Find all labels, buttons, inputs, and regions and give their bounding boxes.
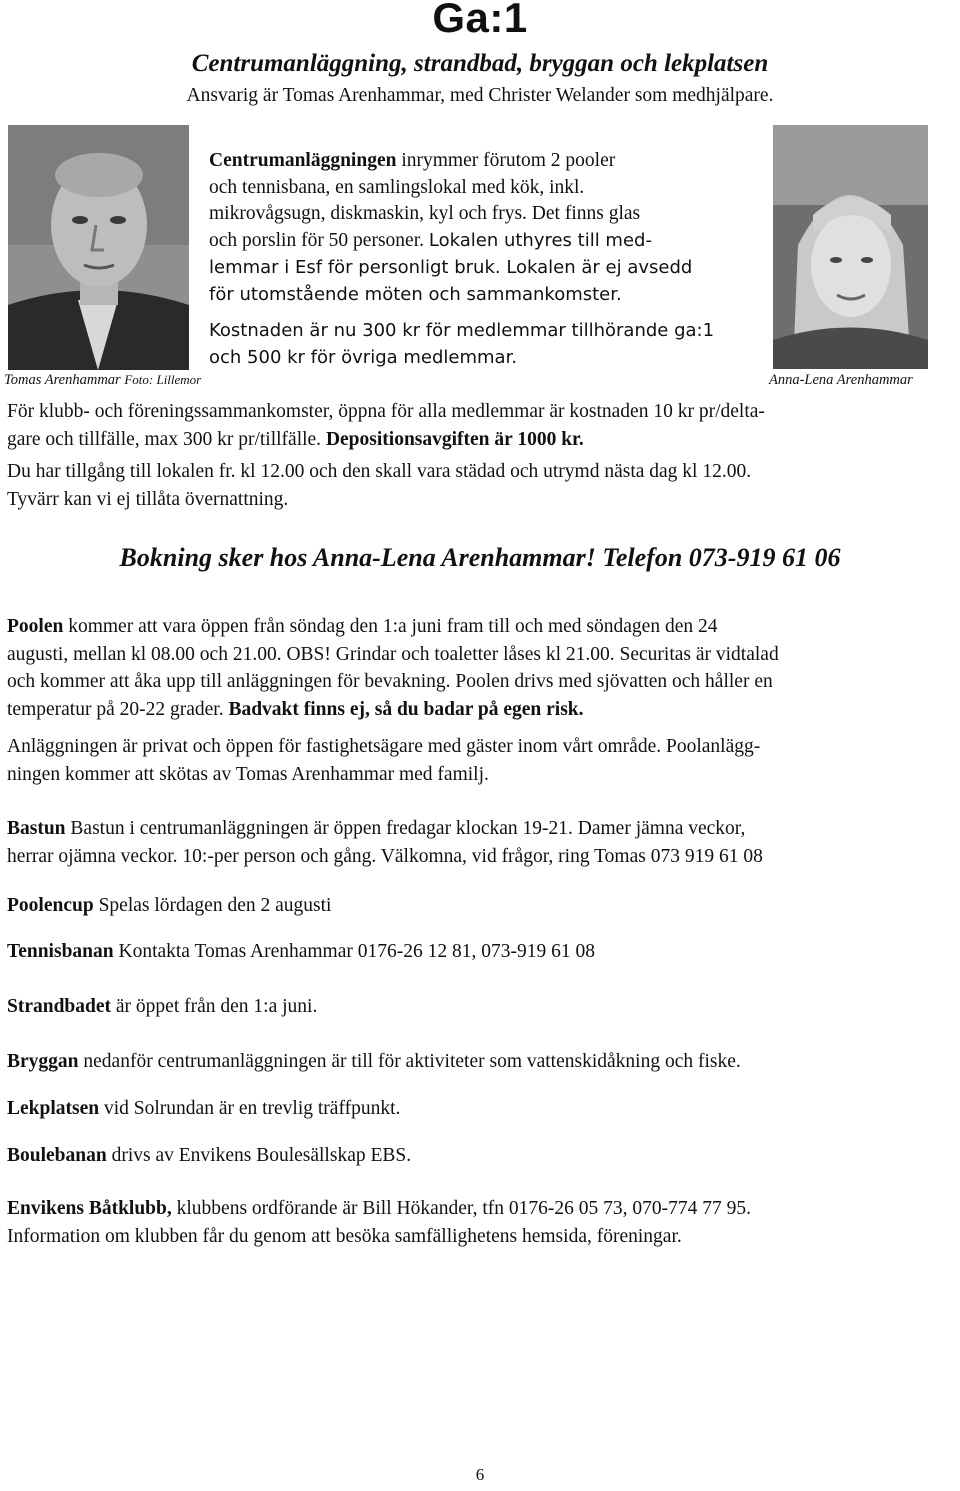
portrait-man-image <box>8 125 189 370</box>
pool-section <box>7 613 952 789</box>
playground-text: vid Solrundan är en trevlig träffpunkt. <box>99 1098 401 1119</box>
tennis-text: Kontakta Tomas Arenhammar 0176-26 12 81, 073-919 61 08 <box>113 941 595 962</box>
rental-text: gare och tillfälle, max 300 kr pr/tillfälle. <box>7 428 326 450</box>
boule-heading: Boulebanan <box>7 1145 107 1166</box>
sauna-heading: Bastun <box>7 818 66 839</box>
beach-heading: Strandbadet <box>7 996 112 1017</box>
intro-section <box>209 148 769 372</box>
rental-text: Tyvärr kan vi ej tillåta övernattning. <box>7 488 289 510</box>
page-title: Ga:1 <box>432 0 528 41</box>
poolcup-text: Spelas lördagen den 2 augusti <box>93 895 332 916</box>
boule-text: drivs av Envikens Boulesällskap EBS. <box>106 1145 412 1166</box>
beach-section <box>7 993 952 1021</box>
rental-text: . <box>578 428 584 450</box>
intro-text: inrymmer förutom 2 pooler <box>396 150 616 171</box>
caption-name: Tomas Arenhammar <box>4 372 121 388</box>
pool-text: kommer att vara öppen från söndag den 1:a juni fram till och med söndagen den 24 <box>63 616 718 637</box>
beach-text: är öppet från den 1:a juni. <box>111 996 318 1017</box>
jetty-section <box>7 1048 952 1076</box>
pool-text: Anläggningen är privat och öppen för fastighetsägare med gäster inom vårt område. Poolanlägg- <box>7 736 761 758</box>
playground-heading: Lekplatsen <box>7 1098 100 1119</box>
pool-text: temperatur på 20-22 grader. <box>7 698 229 720</box>
intro-paragraph-1 <box>209 148 769 308</box>
poolcup-heading: Poolencup <box>7 895 94 916</box>
jetty-text: nedanför centrumanläggningen är till för aktiviteter som vattenskidåkning och fiske. <box>78 1051 741 1072</box>
boatclub-text: klubbens ordförande är Bill Hökander, tfn 0176-26 05 73, 070-774 77 95. <box>171 1198 752 1219</box>
tennis-heading: Tennisbanan <box>7 941 114 962</box>
intro-text: mikrovågsugn, diskmaskin, kyl och frys. Det finns glas <box>209 203 641 225</box>
photo-caption-left <box>4 372 201 389</box>
pool-heading: Poolen <box>7 616 64 637</box>
pool-text: och kommer att åka upp till anläggningen för bevakning. Poolen drivs med sjövatten och håller en <box>7 671 773 693</box>
intro-text: och porslin för 50 personer. <box>209 230 429 252</box>
boatclub-text: Information om klubben får du genom att besöka samfällighetens hemsida, föreningar. <box>7 1225 682 1247</box>
photo-caption-right: Anna-Lena Arenhammar <box>769 372 913 388</box>
playground-section <box>7 1095 952 1123</box>
rental-section <box>7 398 952 513</box>
lifeguard-warning: Badvakt finns ej, så du badar på egen risk. <box>228 698 584 720</box>
portrait-woman-image <box>773 125 928 369</box>
caption-credit: Foto: Lillemor <box>124 372 202 387</box>
tennis-section <box>7 938 952 966</box>
intro-bold: Centrumanläggningen <box>209 150 397 171</box>
intro-text: och 500 kr för övriga medlemmar. <box>209 346 518 368</box>
page-number: 6 <box>475 1465 485 1484</box>
sauna-section <box>7 815 952 870</box>
poolcup-section <box>7 892 952 920</box>
intro-text: Kostnaden är nu 300 kr för medlemmar tillhörande ga:1 <box>209 320 715 342</box>
pool-text: augusti, mellan kl 08.00 och 21.00. OBS! Grindar och toaletter låses kl 21.00. Securitas är vidtalad <box>7 643 779 665</box>
pool-text: ningen kommer att skötas av Tomas Arenhammar med familj. <box>7 763 489 785</box>
rental-text: Du har tillgång till lokalen fr. kl 12.00 och den skall vara städad och utrymd nästa dag kl 12.00. <box>7 461 752 483</box>
jetty-heading: Bryggan <box>7 1051 79 1072</box>
boatclub-heading: Envikens Båtklubb, <box>7 1198 172 1219</box>
intro-text: Lokalen uthyres till med- <box>428 230 652 252</box>
boatclub-section <box>7 1195 952 1250</box>
deposit-text: Depositionsavgiften är 1000 kr <box>325 428 579 450</box>
intro-text: Lokalen är ej avsedd <box>506 256 693 278</box>
intro-paragraph-2 <box>209 318 769 371</box>
intro-text: lemmar i Esf för personligt bruk. <box>209 256 507 278</box>
page-subtitle: Centrumanläggning, strandbad, bryggan och lekplatsen <box>191 50 769 77</box>
intro-text: och tennisbana, en samlingslokal med kök, inkl. <box>209 176 585 198</box>
boule-section <box>7 1142 952 1170</box>
intro-text: för utomstående möten och sammankomster. <box>209 283 622 305</box>
booking-line: Bokning sker hos Anna-Lena Arenhammar! Telefon 073-919 61 06 <box>119 543 841 572</box>
sauna-text: Bastun i centrumanläggningen är öppen fredagar klockan 19-21. Damer jämna veckor, <box>65 818 746 839</box>
sauna-text: herrar ojämna veckor. 10:-per person och gång. Välkomna, vid frågor, ring Tomas 073 919 61 08 <box>7 845 763 867</box>
photo-tomas <box>8 125 189 370</box>
responsible-line: Ansvarig är Tomas Arenhammar, med Christer Welander som medhjälpare. <box>186 85 774 106</box>
rental-text: För klubb- och föreningssammankomster, öppna för alla medlemmar är kostnaden 10 kr pr/delta- <box>7 401 765 422</box>
photo-anna-lena <box>773 125 928 369</box>
